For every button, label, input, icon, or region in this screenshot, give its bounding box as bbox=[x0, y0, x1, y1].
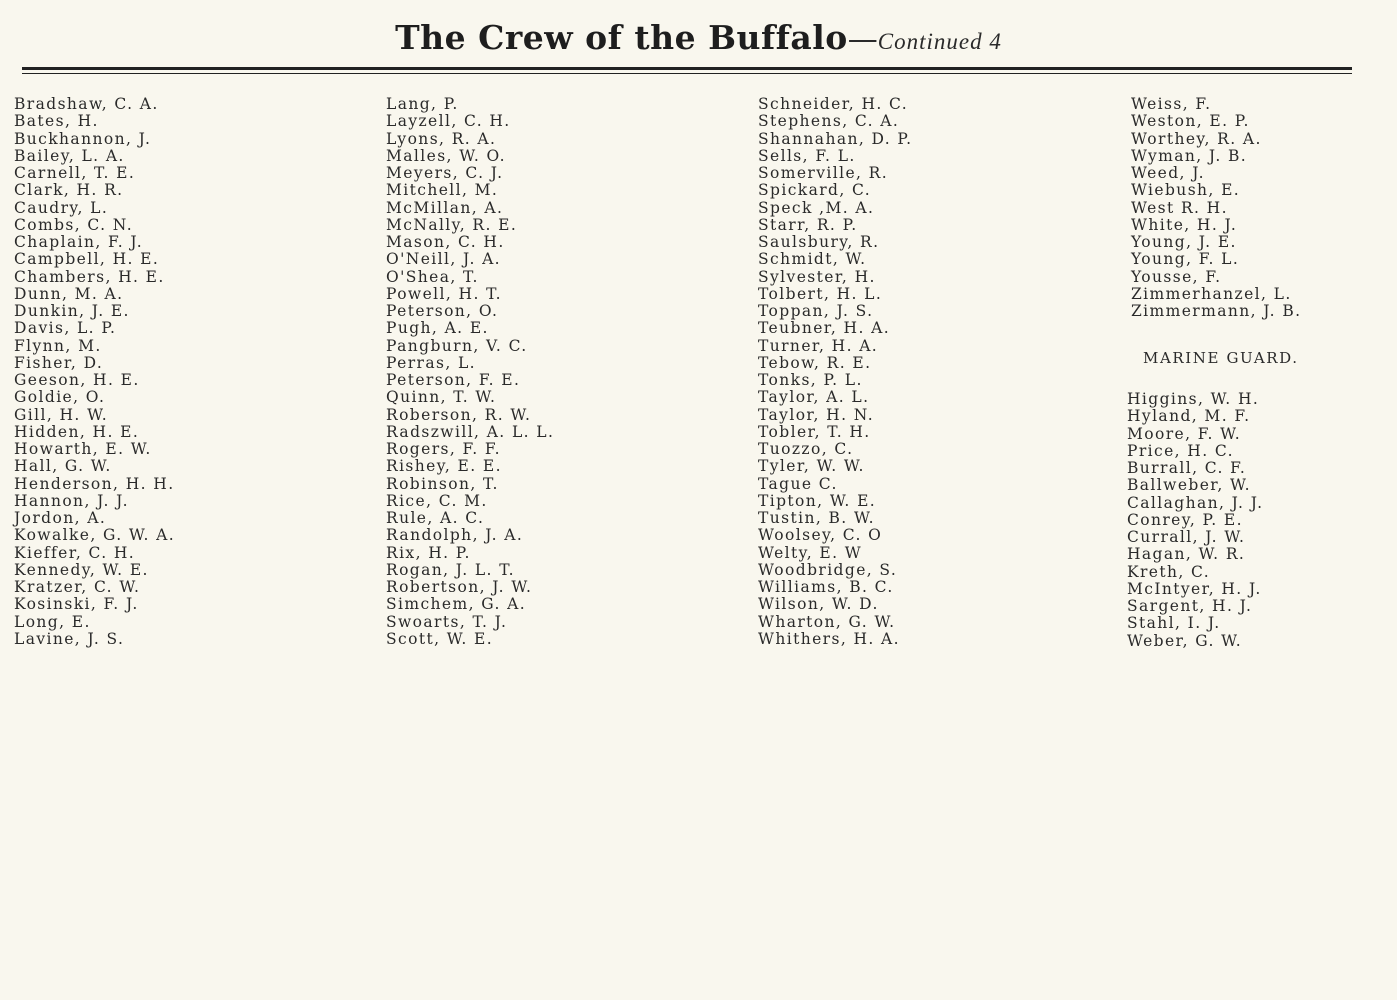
crew-name: Scott, W. E. bbox=[386, 629, 494, 648]
crew-name: Sargent, H. J. bbox=[1127, 597, 1253, 615]
crew-name: Jordon, A. bbox=[14, 509, 107, 527]
crew-name: Henderson, H. H. bbox=[14, 474, 175, 493]
crew-name: Robinson, T. bbox=[386, 474, 499, 493]
crew-name: Goldie, O. bbox=[14, 388, 106, 407]
crew-name: Schneider, H. C. bbox=[758, 95, 909, 113]
crew-name: Quinn, T. W. bbox=[386, 388, 497, 407]
crew-name: Currall, J. W. bbox=[1127, 528, 1246, 546]
crew-name: McNally, R. E. bbox=[386, 215, 518, 234]
crew-name: Tolbert, H. L. bbox=[758, 284, 883, 303]
crew-name: Perras, L. bbox=[386, 353, 476, 372]
name-column-4 bbox=[1131, 96, 1381, 320]
crew-name: Mason, C. H. bbox=[386, 233, 505, 251]
crew-name: Tyler, W. W. bbox=[758, 457, 865, 476]
crew-name: Taylor, A. L. bbox=[758, 388, 870, 407]
crew-name: McMillan, A. bbox=[386, 198, 504, 217]
crew-name: Bates, H. bbox=[14, 112, 99, 131]
crew-name: O'Shea, T. bbox=[386, 267, 479, 286]
crew-name: Rix, H. P. bbox=[386, 543, 471, 562]
title-dash: — bbox=[847, 22, 878, 57]
crew-name: Kieffer, C. H. bbox=[14, 543, 136, 562]
crew-name: Buckhannon, J. bbox=[14, 129, 152, 148]
crew-name: Taylor, H. N. bbox=[758, 405, 875, 424]
crew-name: Zimmerhanzel, L. bbox=[1131, 284, 1292, 303]
crew-name: Conrey, P. E. bbox=[1127, 510, 1243, 529]
crew-name: Pugh, A. E. bbox=[386, 319, 489, 338]
crew-name: Dunn, M. A. bbox=[14, 284, 124, 303]
crew-name: Clark, H. R. bbox=[14, 181, 124, 200]
crew-name: Price, H. C. bbox=[1127, 441, 1234, 460]
crew-name: Caudry, L. bbox=[14, 198, 109, 217]
page-header bbox=[0, 18, 1397, 57]
crew-name: Hagan, W. R. bbox=[1127, 545, 1246, 564]
crew-name: Hannon, J. J. bbox=[14, 491, 129, 510]
name-column-3 bbox=[758, 96, 1088, 648]
crew-name: Saulsbury, R. bbox=[758, 233, 880, 251]
crew-name: Welty, E. W bbox=[758, 543, 863, 562]
crew-name: O'Neill, J. A. bbox=[386, 250, 502, 269]
crew-name: Campbell, H. E. bbox=[14, 250, 160, 269]
crew-name: McIntyer, H. J. bbox=[1127, 579, 1262, 598]
crew-name: Fisher, D. bbox=[14, 353, 104, 372]
continued-label: Continued 4 bbox=[877, 29, 1002, 54]
crew-name: Callaghan, J. J. bbox=[1127, 493, 1264, 512]
crew-name: Gill, H. W. bbox=[14, 405, 109, 424]
crew-name: Sylvester, H. bbox=[758, 267, 876, 286]
crew-name: Bailey, L. A. bbox=[14, 146, 125, 165]
crew-name: Flynn, M. bbox=[14, 336, 102, 355]
crew-name: Kennedy, W. E. bbox=[14, 560, 149, 579]
header-rule-thick bbox=[22, 67, 1352, 70]
crew-name: Rule, A. C. bbox=[386, 509, 485, 527]
crew-name: Wiebush, E. bbox=[1131, 181, 1241, 200]
crew-name: Hidden, H. E. bbox=[14, 422, 140, 441]
crew-name: Lyons, R. A. bbox=[386, 129, 497, 148]
crew-name: Davis, L. P. bbox=[14, 319, 117, 338]
crew-name: Simchem, G. A. bbox=[386, 595, 527, 614]
crew-name: Tuozzo, C. bbox=[758, 440, 854, 458]
crew-name: Geeson, H. E. bbox=[14, 371, 140, 389]
crew-name: Schmidt, W. bbox=[758, 250, 867, 269]
crew-name: Lavine, J. S. bbox=[14, 629, 125, 648]
crew-name: Williams, B. C. bbox=[758, 578, 894, 596]
crew-name: Powell, H. T. bbox=[386, 284, 502, 303]
crew-name: Weiss, F. bbox=[1131, 95, 1212, 113]
crew-name: Combs, C. N. bbox=[14, 215, 134, 234]
crew-name: Lang, P. bbox=[386, 95, 459, 113]
crew-name: Malles, W. O. bbox=[386, 146, 507, 165]
crew-name: Howarth, E. W. bbox=[14, 440, 152, 458]
crew-name: West R. H. bbox=[1131, 198, 1228, 217]
crew-name: Randolph, J. A. bbox=[386, 526, 524, 545]
page-title: The Crew of the Buffalo bbox=[395, 18, 848, 57]
crew-name: Woolsey, C. O bbox=[758, 526, 883, 545]
crew-name: Sells, F. L. bbox=[758, 146, 856, 165]
crew-name: Young, F. L. bbox=[1131, 250, 1240, 269]
crew-name: Tustin, B. W. bbox=[758, 509, 875, 527]
crew-name: Spickard, C. bbox=[758, 181, 872, 200]
marine-guard-list bbox=[1127, 391, 1397, 650]
crew-name: Kosinski, F. J. bbox=[14, 595, 139, 614]
crew-name: Toppan, J. S. bbox=[758, 302, 874, 320]
crew-name: Robertson, J. W. bbox=[386, 578, 533, 596]
crew-name: Higgins, W. H. bbox=[1127, 390, 1260, 408]
crew-name: Rogers, F. F. bbox=[386, 440, 501, 458]
crew-name: Somerville, R. bbox=[758, 164, 889, 182]
crew-name: Wharton, G. W. bbox=[758, 612, 896, 631]
crew-name: Bradshaw, C. A. bbox=[14, 95, 159, 113]
crew-name: Tague C. bbox=[758, 474, 838, 493]
crew-name: Mitchell, M. bbox=[386, 181, 499, 200]
name-column-1 bbox=[14, 96, 344, 648]
crew-name: Worthey, R. A. bbox=[1131, 129, 1262, 148]
crew-name: Weed, J. bbox=[1131, 164, 1205, 182]
crew-name: Starr, R. P. bbox=[758, 215, 858, 234]
crew-name: Kowalke, G. W. A. bbox=[14, 526, 176, 545]
crew-name: Tobler, T. H. bbox=[758, 422, 871, 441]
crew-name: Burrall, C. F. bbox=[1127, 459, 1247, 477]
crew-name: Moore, F. W. bbox=[1127, 424, 1242, 443]
crew-name: Rishey, E. E. bbox=[386, 457, 502, 476]
crew-name: Weston, E. P. bbox=[1131, 112, 1250, 131]
crew-name: Peterson, F. E. bbox=[386, 371, 521, 389]
crew-name: Layzell, C. H. bbox=[386, 112, 511, 131]
crew-name: Zimmermann, J. B. bbox=[1131, 302, 1302, 320]
crew-name: Yousse, F. bbox=[1131, 267, 1222, 286]
crew-name: Chaplain, F. J. bbox=[14, 233, 144, 251]
crew-name: Peterson, O. bbox=[386, 302, 499, 320]
crew-name: Hall, G. W. bbox=[14, 457, 112, 476]
crew-name: Whithers, H. A. bbox=[758, 629, 900, 648]
crew-name: White, H. J. bbox=[1131, 215, 1238, 234]
name-column-2 bbox=[386, 96, 716, 648]
crew-name: Meyers, C. J. bbox=[386, 164, 504, 182]
crew-name: Stephens, C. A. bbox=[758, 112, 900, 131]
crew-name: Pangburn, V. C. bbox=[386, 336, 528, 355]
crew-name: Teubner, H. A. bbox=[758, 319, 891, 338]
crew-name: Radszwill, A. L. L. bbox=[386, 422, 555, 441]
crew-name: Ballweber, W. bbox=[1127, 476, 1251, 495]
crew-name: Long, E. bbox=[14, 612, 91, 631]
crew-name: Young, J. E. bbox=[1131, 233, 1237, 251]
crew-name: Speck ,M. A. bbox=[758, 198, 875, 217]
crew-name: Tonks, P. L. bbox=[758, 371, 863, 389]
crew-name: Roberson, R. W. bbox=[386, 405, 532, 424]
marine-guard-heading: MARINE GUARD. bbox=[1143, 349, 1299, 367]
crew-name: Wilson, W. D. bbox=[758, 595, 879, 614]
crew-name: Rice, C. M. bbox=[386, 491, 488, 510]
crew-name: Chambers, H. E. bbox=[14, 267, 165, 286]
crew-name: Kratzer, C. W. bbox=[14, 578, 141, 596]
crew-name: Swoarts, T. J. bbox=[386, 612, 508, 631]
crew-name: Rogan, J. L. T. bbox=[386, 560, 516, 579]
crew-name: Tebow, R. E. bbox=[758, 353, 872, 372]
crew-name: Stahl, I. J. bbox=[1127, 614, 1221, 633]
crew-name: Shannahan, D. P. bbox=[758, 129, 913, 148]
crew-name: Hyland, M. F. bbox=[1127, 407, 1251, 426]
crew-name: Wyman, J. B. bbox=[1131, 146, 1248, 165]
crew-name: Weber, G. W. bbox=[1127, 631, 1243, 650]
crew-name: Carnell, T. E. bbox=[14, 164, 136, 182]
crew-name: Turner, H. A. bbox=[758, 336, 879, 355]
header-rule-thin bbox=[22, 73, 1352, 74]
crew-name: Kreth, C. bbox=[1127, 562, 1211, 581]
crew-name: Dunkin, J. E. bbox=[14, 302, 130, 320]
crew-name: Woodbridge, S. bbox=[758, 560, 898, 579]
crew-name: Tipton, W. E. bbox=[758, 491, 877, 510]
